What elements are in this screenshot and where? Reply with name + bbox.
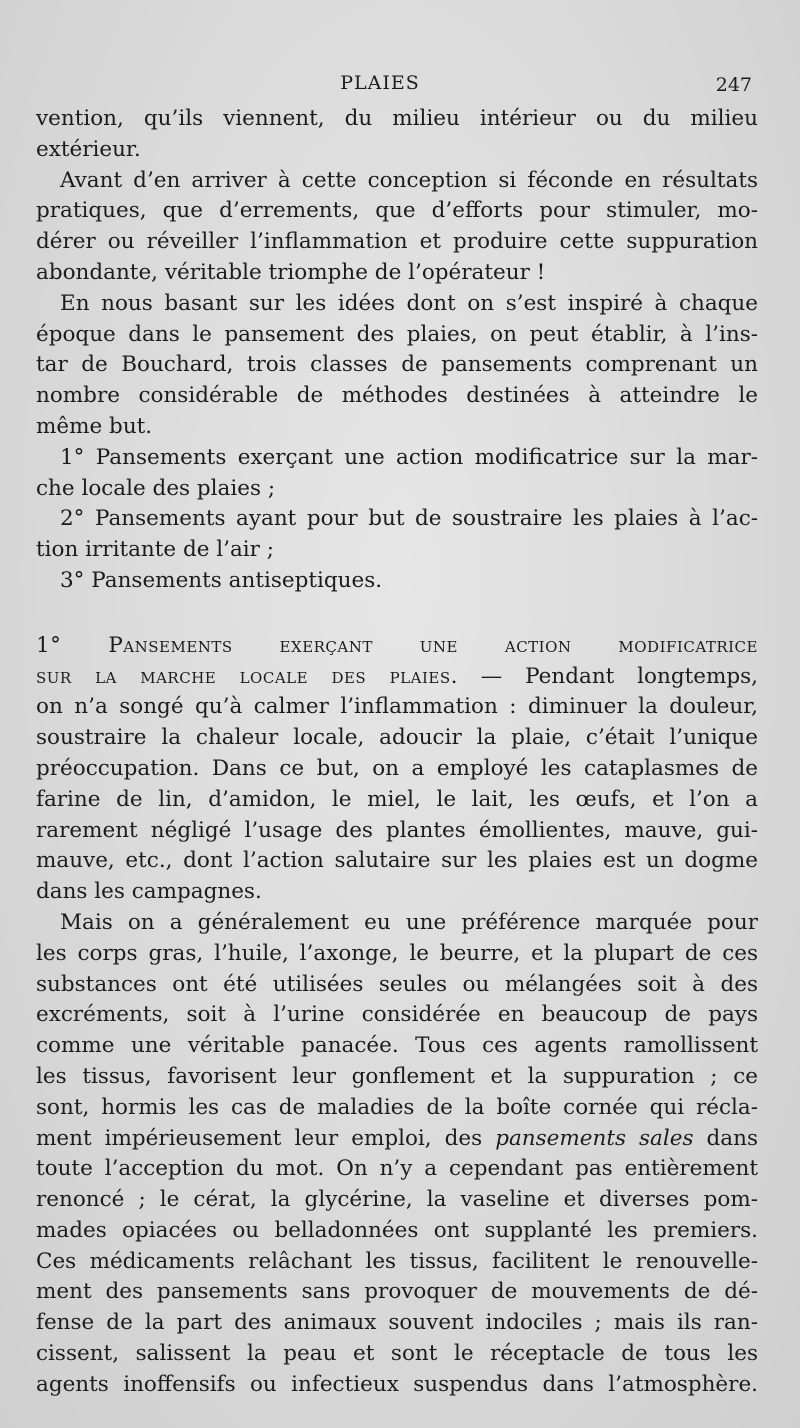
text-line: soustraire la chaleur locale, adoucir la plaie, c’était l’unique <box>36 725 758 751</box>
text-line: rarement négligé l’usage des plantes émollientes, mauve, gui- <box>36 817 758 843</box>
text-line: extérieur. <box>36 136 141 162</box>
text-line: che locale des plaies ; <box>36 475 276 501</box>
text-line: vention, qu’ils viennent, du milieu intérieur ou du milieu <box>36 106 758 131</box>
list-item-1: 1° Pansements exerçant une action modificatrice sur la mar- <box>60 444 758 470</box>
section-heading: 1° Pansements exerçant une action modificatrice <box>36 632 758 658</box>
list-item-2: 2° Pansements ayant pour but de soustraire les plaies à l’ac- <box>60 506 758 532</box>
text-line: sont, hormis les cas de maladies de la boîte cornée qui récla- <box>36 1094 758 1120</box>
text-line: époque dans le pansement des plaies, on peut établir, à l’ins- <box>36 321 758 347</box>
text-line: tar de Bouchard, trois classes de pansements comprenant un <box>36 352 758 378</box>
body-text <box>36 104 758 1401</box>
text-line: les corps gras, l’huile, l’axonge, le beurre, et la plupart de ces <box>36 940 758 966</box>
text-line: toute l’acception du mot. On n’y a cependant pas entièrement <box>36 1156 758 1182</box>
text-fragment: ment impérieusement leur emploi, des <box>36 1125 496 1151</box>
text-line: nombre considérable de méthodes destinées à atteindre le <box>36 383 758 409</box>
text-line: on n’a songé qu’à calmer l’inflammation : diminuer la douleur, <box>36 694 758 720</box>
text-line: comme une véritable panacée. Tous ces agents ramollissent <box>36 1033 758 1059</box>
list-item-3: 3° Pansements antiseptiques. <box>60 567 383 593</box>
text-line: tion irritante de l’air ; <box>36 537 275 563</box>
running-title: PLAIES <box>340 72 420 94</box>
text-line: même but. <box>36 413 153 439</box>
text-line: excréments, soit à l’urine considérée en beaucoup de pays <box>36 1002 758 1028</box>
section-gap <box>36 597 758 631</box>
text-line: les tissus, favorisent leur gonflement et la suppuration ; ce <box>36 1063 758 1089</box>
text-fragment: — Pendant longtemps, <box>457 663 758 689</box>
text-line: dans les campagnes. <box>36 879 262 905</box>
text-line: dérer ou réveiller l’inflammation et produire cette suppuration <box>36 229 758 255</box>
section-heading-continued: sur la marche locale des plaies. <box>36 663 458 689</box>
text-line: ment des pansements sans provoquer de mouvements de dé- <box>36 1279 758 1305</box>
text-line: En nous basant sur les idées dont on s’est inspiré à chaque <box>60 290 758 316</box>
text-line: agents inoffensifs ou infectieux suspendus dans l’atmosphère. <box>36 1371 758 1397</box>
text-line: Mais on a généralement eu une préférence marquée pour <box>60 909 758 935</box>
text-line <box>36 662 758 693</box>
text-line: mades opiacées ou belladonnées ont supplanté les premiers. <box>36 1217 758 1243</box>
text-line: Ces médicaments relâchant les tissus, facilitent le renouvelle- <box>36 1248 758 1274</box>
text-line: Avant d’en arriver à cette conception si féconde en résultats <box>60 167 758 193</box>
text-line: farine de lin, d’amidon, le miel, le lait, les œufs, et l’on a <box>36 786 758 812</box>
text-line: pratiques, que d’errements, que d’efforts pour stimuler, mo- <box>36 198 758 224</box>
text-line <box>36 1124 758 1155</box>
text-fragment: dans <box>693 1125 758 1151</box>
running-header <box>0 72 800 102</box>
text-line: mauve, etc., dont l’action salutaire sur les plaies est un dogme <box>36 848 758 874</box>
page-number: 247 <box>715 74 752 96</box>
text-line: fense de la part des animaux souvent indociles ; mais ils ran- <box>36 1310 758 1336</box>
italic-term: pansements sales <box>495 1125 694 1151</box>
text-line: renoncé ; le cérat, la glycérine, la vaseline et diverses pom- <box>36 1187 758 1213</box>
text-line: abondante, véritable triomphe de l’opérateur ! <box>36 259 546 285</box>
text-line: substances ont été utilisées seules ou mélangées soit à des <box>36 971 758 997</box>
text-line: préoccupation. Dans ce but, on a employé les cataplasmes de <box>36 755 758 781</box>
text-line: cissent, salissent la peau et sont le réceptacle de tous les <box>36 1341 758 1367</box>
